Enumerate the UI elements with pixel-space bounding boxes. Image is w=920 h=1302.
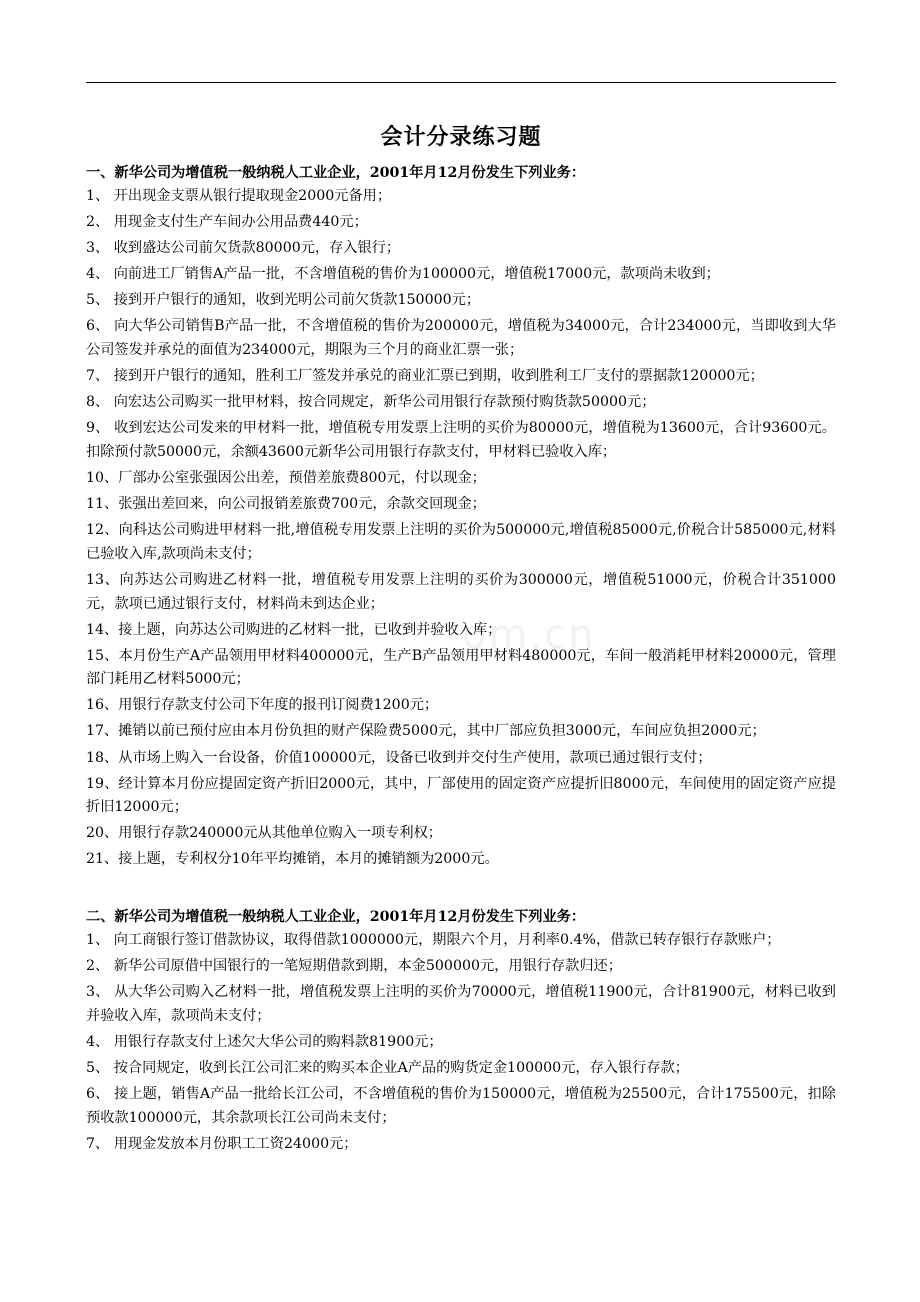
list-item — [86, 185, 836, 209]
item-number: 5、 — [86, 1059, 114, 1076]
item-text: 用银行存款240000元从其他单位购入一项专利权； — [118, 825, 442, 842]
item-text: 从大华公司购入乙材料一批，增值税发票上注明的买价为70000元，增值税11900元，合计81900元，材料已收到并验收入库，款项尚未支付； — [86, 984, 836, 1024]
item-text: 用银行存款支付公司下年度的报刊订阅费1200元； — [118, 697, 439, 714]
list-item — [86, 747, 836, 771]
item-number: 8、 — [86, 394, 114, 411]
item-text: 厂部办公室张强因公出差，预借差旅费800元，付以现金； — [118, 470, 486, 487]
item-text: 向前进工厂销售A产品一批，不含增值税的售价为100000元，增值税17000元，款项尚未收到； — [113, 266, 720, 283]
item-text: 从市场上购入一台设备，价值100000元，设备已收到并交付生产使用，款项已通过银行支付； — [118, 749, 712, 766]
item-number: 9、 — [86, 420, 115, 437]
item-number: 18、 — [86, 749, 119, 766]
item-number: 3、 — [86, 240, 114, 257]
item-number: 2、 — [86, 214, 114, 231]
item-text: 按合同规定，收到长江公司汇来的购买本企业A产品的购货定金100000元，存入银行存款； — [113, 1059, 689, 1076]
list-item — [86, 694, 836, 718]
item-number: 20、 — [86, 825, 119, 842]
list-item — [86, 981, 836, 1028]
item-text: 经计算本月份应提固定资产折旧2000元，其中，厂部使用的固定资产应提折旧8000元，车间使用的固定资产应提折旧12000元； — [86, 775, 836, 816]
item-number: 16、 — [86, 697, 119, 714]
list-item — [86, 569, 836, 616]
item-number: 21、 — [86, 851, 119, 868]
item-text: 接到开户银行的通知，胜利工厂签发并承兑的商业汇票已到期，收到胜利工厂支付的票据款120000元； — [113, 368, 764, 385]
item-text: 接到开户银行的通知，收到光明公司前欠货款150000元； — [113, 292, 481, 309]
list-item — [86, 417, 836, 464]
list-item — [86, 289, 836, 313]
list-item — [86, 645, 836, 692]
item-text: 收到宏达公司发来的甲材料一批，增值税专用发票上注明的买价为80000元，增值税为13600元，合计93600元。扣除预付款50000元，余额43600元新华公司用银行存款支付，甲材料已验收入库； — [86, 420, 836, 460]
list-item — [86, 848, 836, 872]
item-number: 2、 — [86, 958, 114, 975]
item-number: 4、 — [86, 1033, 114, 1050]
list-item — [86, 211, 836, 235]
item-text: 接上题，专利权分10年平均摊销，本月的摊销额为2000元。 — [118, 851, 499, 868]
item-number: 7、 — [86, 368, 114, 385]
section-heading: 一、新华公司为增值税一般纳税人工业企业，2001年月12月份发生下列业务： — [86, 165, 586, 181]
list-item — [86, 773, 836, 820]
item-text: 向科达公司购进甲材料一批,增值税专用发票上注明的买价为500000元,增值税85000元,价税合计585000元,材料已验收入库,款项尚未支付； — [86, 522, 836, 562]
item-number: 12、 — [86, 522, 119, 539]
item-number: 6、 — [86, 1086, 115, 1103]
list-item — [86, 929, 836, 953]
item-text: 开出现金支票从银行提取现金2000元备用； — [113, 188, 392, 204]
item-text: 用现金发放本月份职工工资24000元； — [113, 1135, 358, 1152]
item-number: 1、 — [86, 932, 114, 948]
item-text: 接上题，销售A产品一批给长江公司，不含增值税的售价为150000元，增值税为25500元，合计175500元，扣除预收款100000元，其余款项长江公司尚未支付； — [86, 1086, 836, 1126]
list-item — [86, 822, 836, 846]
item-list — [86, 929, 836, 1156]
item-text: 摊销以前已预付应由本月份负担的财产保险费5000元，其中厂部应负担3000元，车间应负担2000元； — [118, 723, 766, 740]
section-heading: 二、新华公司为增值税一般纳税人工业企业，2001年月12月份发生下列业务： — [86, 909, 586, 925]
list-item — [86, 263, 836, 287]
list-item — [86, 493, 836, 517]
item-text: 用银行存款支付上述欠大华公司的购料款81900元； — [113, 1033, 443, 1050]
item-text: 向工商银行签订借款协议，取得借款1000000元，期限六个月，月利率0.4%，借款已转存银行存款账户； — [113, 932, 781, 948]
page-title: 会计分录练习题 — [380, 124, 542, 150]
section-one — [86, 162, 836, 875]
item-number: 14、 — [86, 621, 119, 638]
item-text: 新华公司原借中国银行的一笔短期借款到期，本金500000元，用银行存款归还； — [113, 958, 622, 975]
list-item — [86, 955, 836, 979]
watermark-text: om.cn — [462, 612, 596, 658]
item-number: 19、 — [86, 775, 119, 792]
item-text: 接上题，向苏达公司购进的乙材料一批，已收到并验收入库； — [118, 621, 502, 638]
list-item — [86, 1031, 836, 1055]
item-number: 1、 — [86, 188, 114, 204]
item-text: 向苏达公司购进乙材料一批，增值税专用发票上注明的买价为300000元，增值税51000元，价税合计351000元，款项已通过银行支付，材料尚未到达企业； — [86, 571, 836, 612]
item-text: 收到盛达公司前欠货款80000元，存入银行； — [113, 240, 401, 257]
list-item — [86, 1133, 836, 1157]
list-item — [86, 467, 836, 491]
item-number: 7、 — [86, 1135, 114, 1152]
list-item — [86, 365, 836, 389]
list-item — [86, 237, 836, 261]
item-text: 向大华公司销售B产品一批，不含增值税的售价为200000元，增值税为34000元，合计234000元，当即收到大华公司签发并承兑的面值为234000元，期限为三个月的商业汇票一张； — [86, 318, 836, 359]
item-number: 17、 — [86, 723, 119, 740]
item-number: 6、 — [86, 318, 115, 335]
item-text: 本月份生产A产品领用甲材料400000元，生产B产品领用甲材料480000元，车间一般消耗甲材料20000元，管理部门耗用乙材料5000元； — [86, 647, 836, 688]
list-item — [86, 1083, 836, 1130]
item-text: 用现金支付生产车间办公用品费440元； — [113, 214, 368, 231]
item-list — [86, 185, 836, 872]
item-number: 3、 — [86, 984, 115, 1001]
list-item — [86, 315, 836, 362]
section-two — [86, 906, 836, 1159]
item-text: 张强出差回来，向公司报销差旅费700元，余款交回现金； — [118, 496, 486, 513]
list-item — [86, 1057, 836, 1081]
item-text: 向宏达公司购买一批甲材料，按合同规定，新华公司用银行存款预付购货款50000元； — [113, 394, 656, 411]
list-item — [86, 391, 836, 415]
item-number: 11、 — [86, 496, 119, 513]
item-number: 5、 — [86, 292, 114, 309]
list-item — [86, 720, 836, 744]
item-number: 15、 — [86, 647, 119, 664]
header-rule — [86, 82, 836, 83]
list-item — [86, 619, 836, 643]
item-number: 4、 — [86, 266, 114, 283]
list-item — [86, 519, 836, 566]
item-number: 13、 — [86, 571, 120, 588]
item-number: 10、 — [86, 470, 119, 487]
